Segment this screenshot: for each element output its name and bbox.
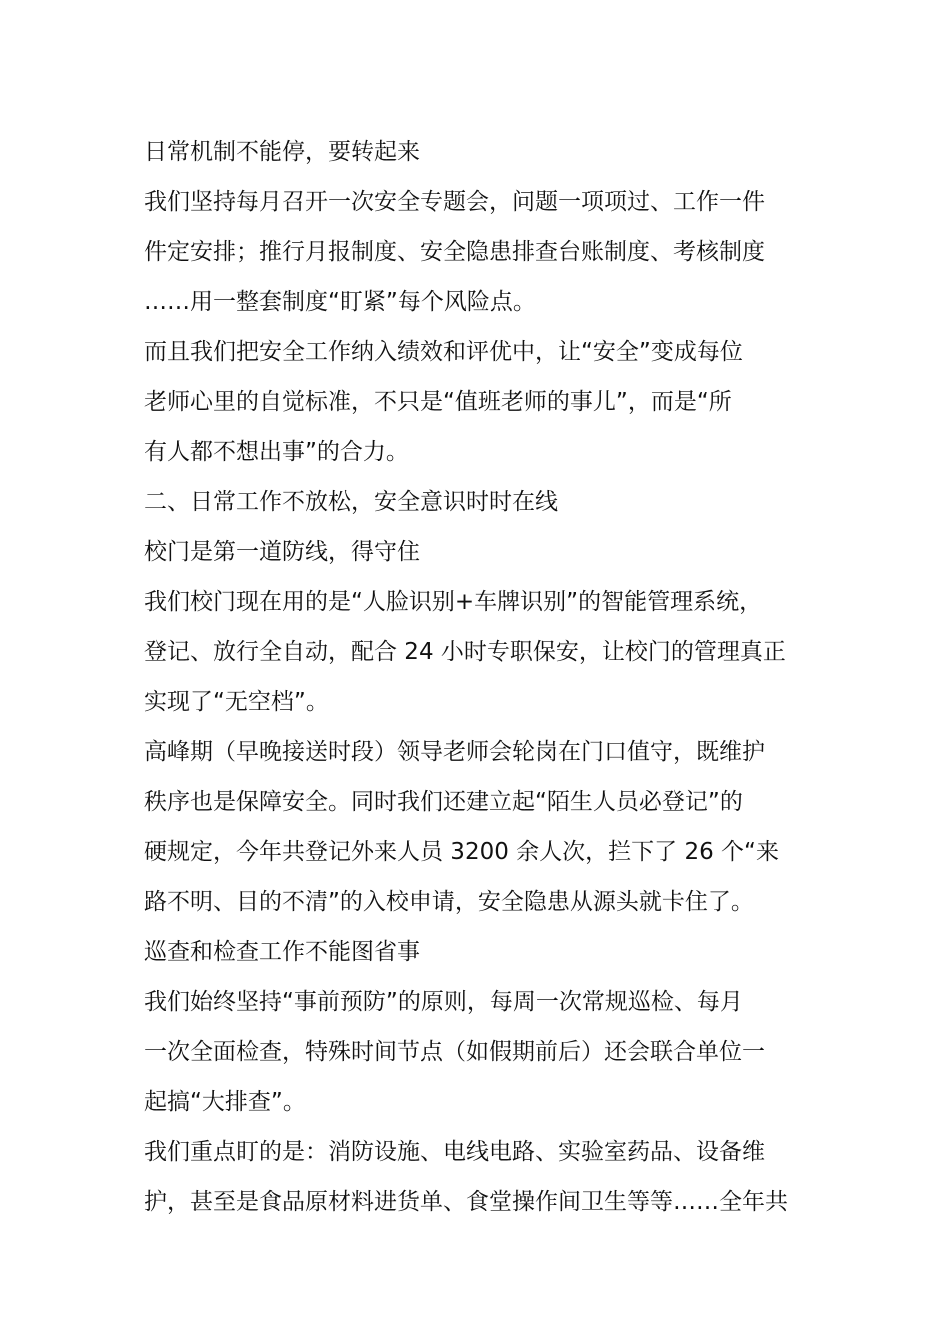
heading-patrol-inspection: 巡查和检查工作不能图省事 (144, 939, 420, 965)
section-heading-two: 二、日常工作不放松，安全意识时时在线 (144, 489, 558, 515)
text-line: 秩序也是保障安全。同时我们还建立起“陌生人员必登记”的 (144, 789, 743, 815)
text-line: 件定安排；推行月报制度、安全隐患排查台账制度、考核制度 (144, 239, 765, 265)
text-line: 路不明、目的不清”的入校申请，安全隐患从源头就卡住了。 (144, 889, 754, 915)
text-line: 实现了“无空档”。 (144, 689, 329, 715)
text-line: 护，甚至是食品原材料进货单、食堂操作间卫生等等……全年共 (144, 1189, 788, 1215)
text-line: 而且我们把安全工作纳入绩效和评优中，让“安全”变成每位 (144, 339, 743, 365)
heading-school-gate: 校门是第一道防线，得守住 (144, 539, 420, 565)
heading-daily-mechanism: 日常机制不能停，要转起来 (144, 139, 420, 165)
text-line: 我们重点盯的是：消防设施、电线电路、实验室药品、设备维 (144, 1139, 765, 1165)
text-line: 登记、放行全自动，配合 24 小时专职保安，让校门的管理真正 (144, 639, 786, 665)
text-line: 高峰期（早晚接送时段）领导老师会轮岗在门口值守，既维护 (144, 739, 765, 765)
document-page (144, 127, 844, 1227)
text-line: 硬规定，今年共登记外来人员 3200 余人次，拦下了 26 个“来 (144, 839, 779, 865)
text-line: 我们始终坚持“事前预防”的原则，每周一次常规巡检、每月 (144, 989, 743, 1015)
text-line: 一次全面检查，特殊时间节点（如假期前后）还会联合单位一 (144, 1039, 765, 1065)
text-line: 老师心里的自觉标准，不只是“值班老师的事儿”，而是“所 (144, 389, 732, 415)
text-line: 起搞“大排查”。 (144, 1089, 306, 1115)
text-line: ……用一整套制度“盯紧”每个风险点。 (144, 289, 536, 315)
text-line: 我们坚持每月召开一次安全专题会，问题一项项过、工作一件 (144, 189, 765, 215)
text-line: 我们校门现在用的是“人脸识别+车牌识别”的智能管理系统， (144, 589, 763, 615)
text-line: 有人都不想出事”的合力。 (144, 439, 409, 465)
